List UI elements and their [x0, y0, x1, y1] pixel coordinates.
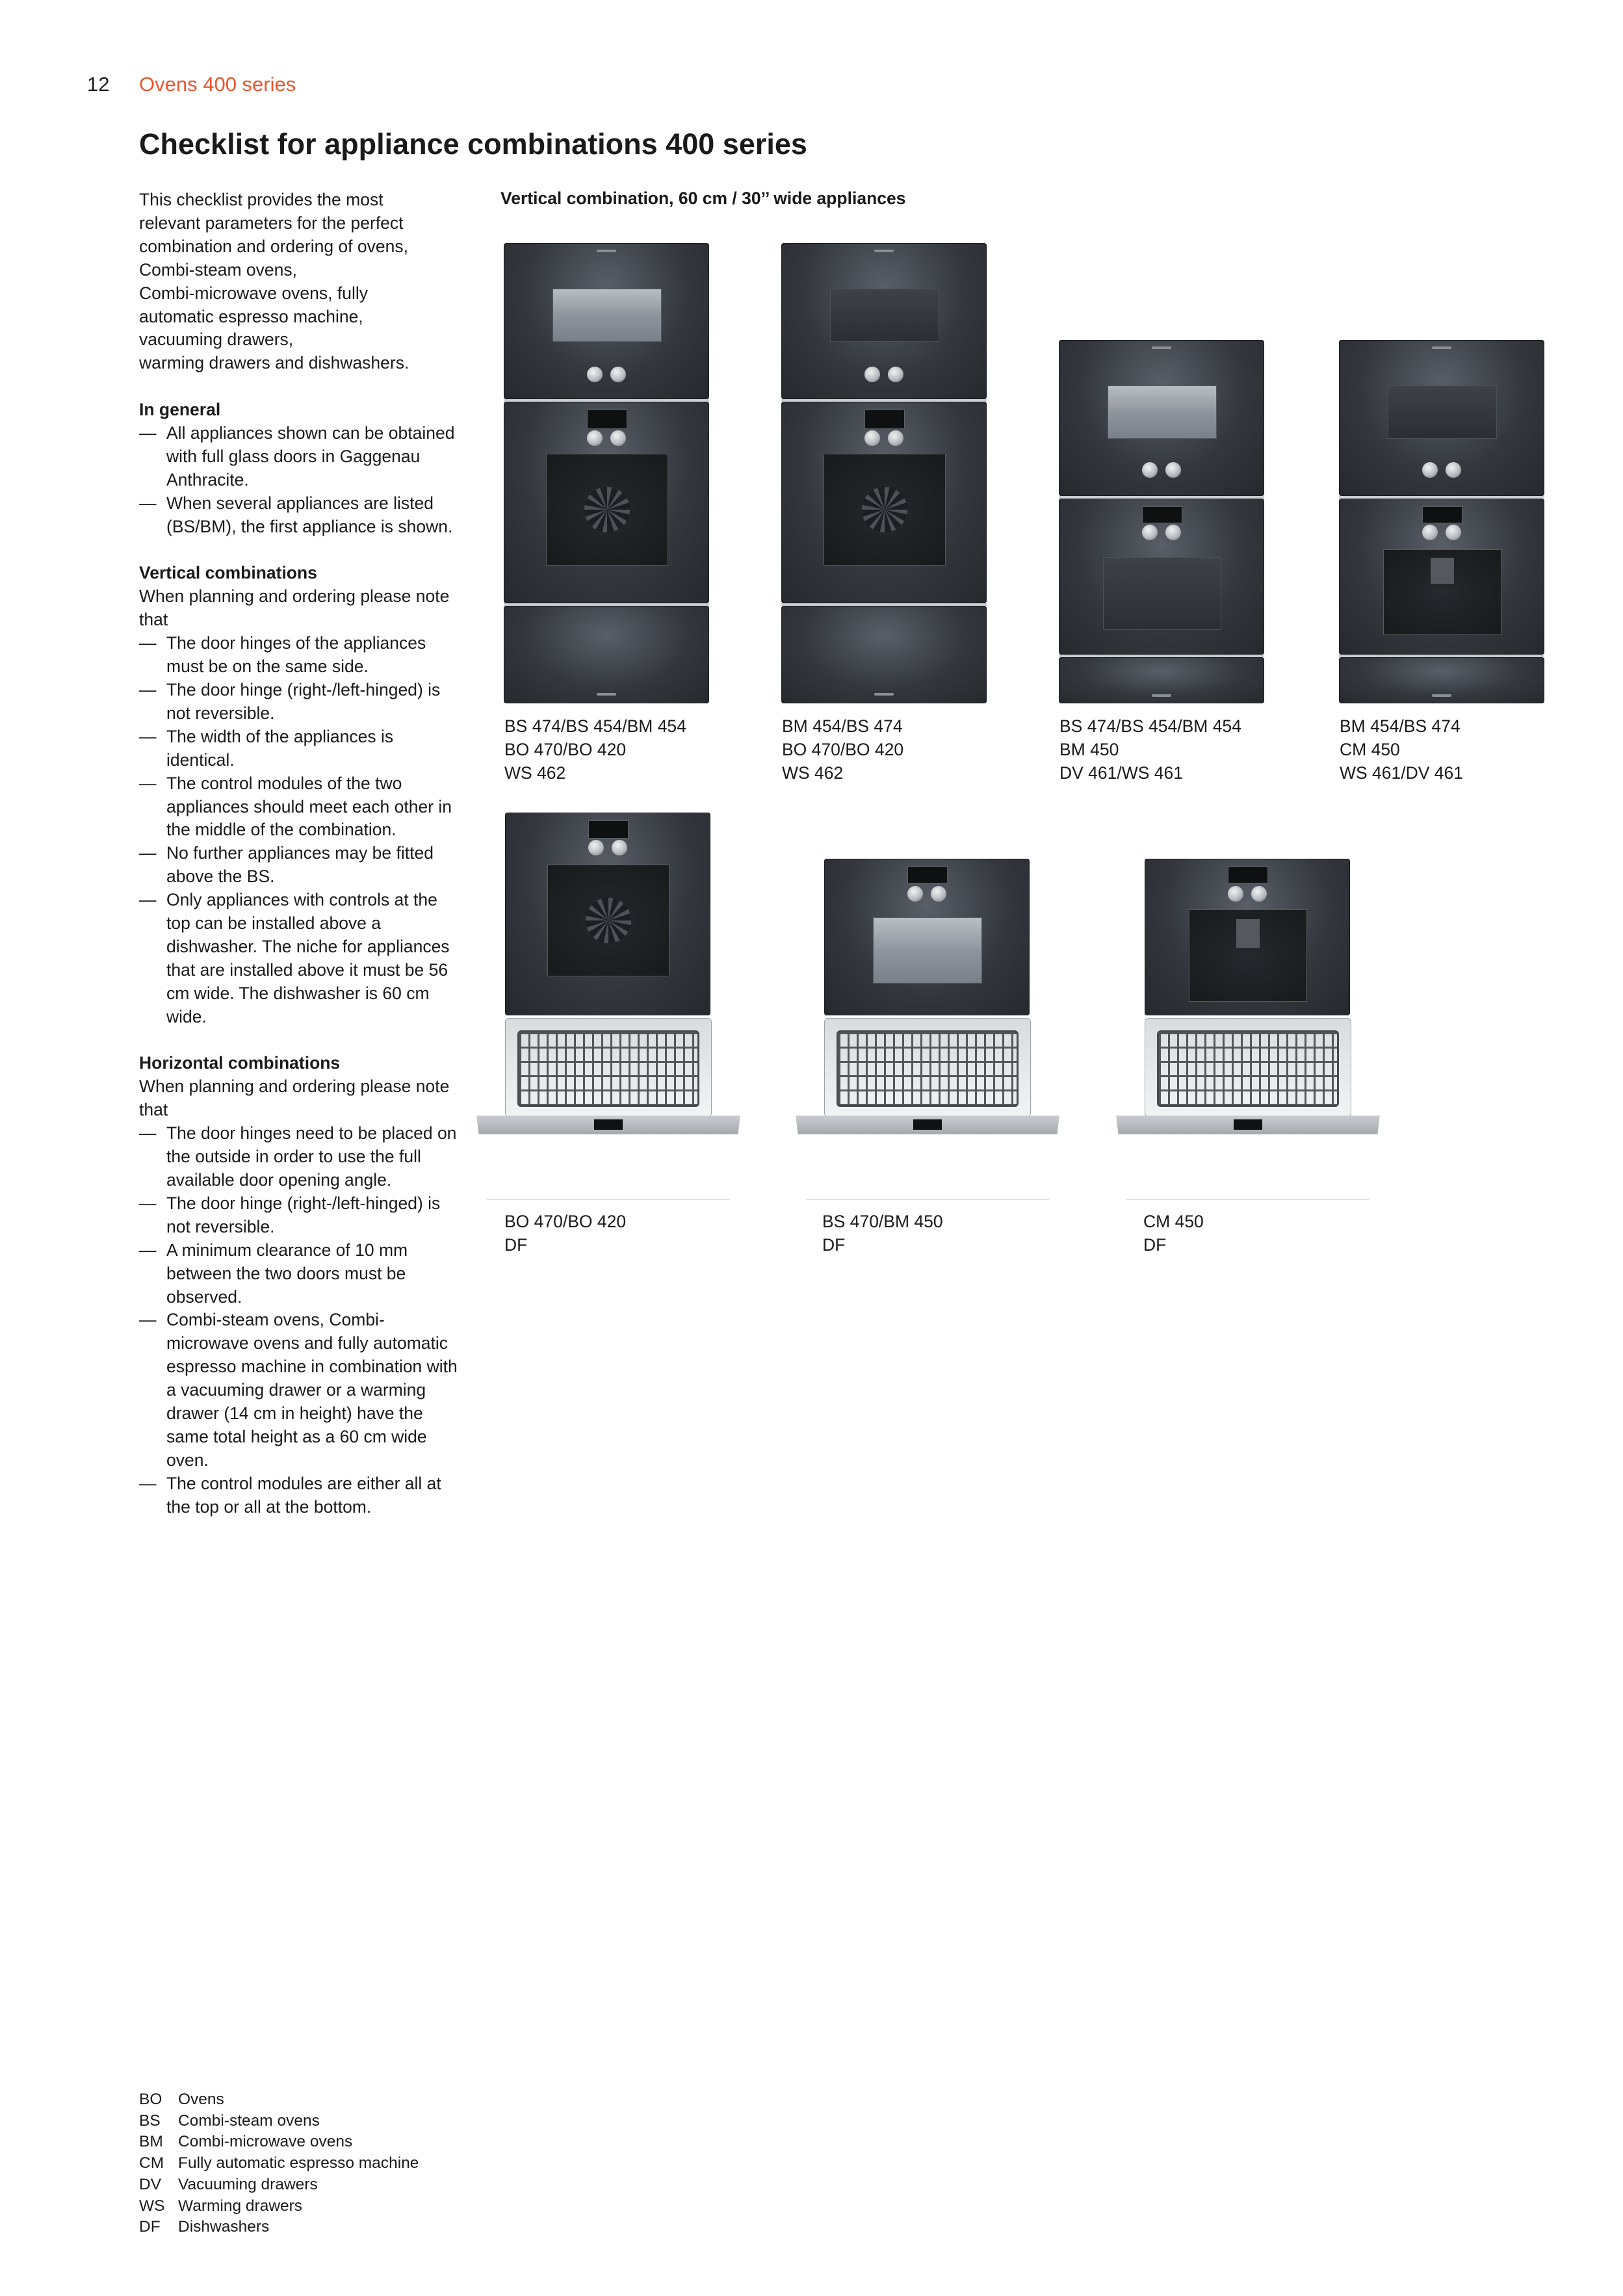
legend-row: [139, 2132, 419, 2153]
caption-line: BO 470/BO 420: [504, 739, 627, 759]
legend-text: Combi-steam ovens: [178, 2111, 320, 2130]
microwave-window: [830, 289, 939, 342]
brand-logo: [1152, 346, 1171, 349]
intro-line: warming drawers and dishwashers.: [139, 353, 409, 373]
control-knob-icon: [1422, 525, 1438, 540]
horizontal-heading: Horizontal combinations: [139, 1053, 341, 1073]
horizontal-section: [139, 1052, 458, 1519]
list-item: — No further appliances may be fitted above the BS.: [139, 842, 458, 889]
dishwasher-display: [594, 1119, 623, 1130]
dishwasher-display: [913, 1119, 942, 1130]
oven-cavity: [546, 454, 668, 566]
espresso-machine-illustration: [1145, 859, 1350, 1015]
control-knob-icon: [587, 367, 603, 382]
intro-line: automatic espresso machine,: [139, 306, 363, 326]
control-knob-icon: [610, 367, 626, 382]
brand-logo: [1152, 694, 1171, 697]
caption-line: BS 474/BS 454/BM 454: [1059, 716, 1241, 736]
page-title: Checklist for appliance combinations 400 series: [139, 127, 807, 161]
combo-caption-5: [504, 1210, 626, 1257]
steam-cavity-window: [1108, 385, 1217, 439]
general-heading: In general: [139, 400, 221, 420]
control-knob-icon: [587, 430, 603, 446]
legend-abbr: WS: [139, 2197, 165, 2215]
intro-paragraph: [139, 189, 458, 375]
combo-caption-4: [1340, 715, 1463, 785]
intro-line: Combi-microwave ovens, fully: [139, 283, 368, 303]
control-knob-icon: [1251, 886, 1267, 902]
legend-abbr: CM: [139, 2154, 164, 2172]
steam-cavity-window: [552, 289, 662, 342]
coffee-spout-icon: [1236, 919, 1260, 948]
rack-wires: [1157, 1030, 1339, 1107]
dishwasher-door-illustration: [476, 1115, 740, 1200]
caption-line: WS 461/DV 461: [1340, 763, 1464, 783]
caption-line: BS 470/BM 450: [822, 1212, 943, 1231]
espresso-niche: [1383, 549, 1501, 635]
control-knob-icon: [1165, 462, 1181, 478]
dishwasher-control-strip: [477, 1116, 740, 1134]
dishwasher-display: [1234, 1119, 1262, 1130]
legend-text: Fully automatic espresso machine: [178, 2154, 419, 2172]
combo-caption-1: [504, 715, 686, 785]
oven-cavity: [547, 865, 669, 976]
intro-line: vacuuming drawers,: [139, 330, 294, 350]
fan-icon: [586, 898, 631, 943]
legend-text: Warming drawers: [178, 2197, 303, 2215]
page-number: 12: [87, 73, 110, 96]
control-knob-icon: [888, 367, 903, 382]
control-knob-icon: [610, 430, 626, 446]
combo-caption-2: [782, 715, 903, 785]
brand-logo: [874, 693, 894, 696]
diagram-heading: Vertical combination, 60 cm / 30’’ wide appliances: [500, 189, 906, 208]
legend-abbr: DV: [139, 2175, 162, 2193]
legend-text: Ovens: [178, 2091, 224, 2108]
legend-text: Vacuuming drawers: [178, 2175, 318, 2193]
steam-oven-illustration: [1059, 340, 1264, 496]
caption-line: BM 450: [1059, 739, 1119, 759]
legend-row: [139, 2174, 419, 2196]
caption-line: BO 470/BO 420: [504, 1212, 627, 1231]
microwave-oven-illustration: [1339, 340, 1544, 496]
legend-abbr: DF: [139, 2218, 161, 2236]
legend-row: [139, 2111, 419, 2132]
caption-line: DV 461/WS 461: [1059, 763, 1184, 783]
control-knob-icon: [931, 886, 946, 902]
caption-line: BM 454/BS 474: [1340, 716, 1461, 736]
oven-illustration: [504, 402, 709, 603]
control-knob-icon: [1142, 525, 1158, 540]
microwave-window: [1388, 385, 1497, 439]
vacuuming-drawer-illustration: [1059, 657, 1264, 703]
control-display: [864, 410, 905, 429]
general-section: [139, 398, 458, 538]
control-display: [907, 867, 948, 883]
combo-caption-7: [1143, 1210, 1204, 1257]
microwave-oven-illustration: [781, 243, 987, 399]
control-knob-icon: [907, 886, 923, 902]
brand-logo: [1432, 694, 1451, 697]
control-knob-icon: [1165, 525, 1181, 540]
list-item: — The control modules of the two appliances should meet each other in the middle of the combination.: [139, 772, 458, 842]
oven-cavity: [824, 454, 946, 566]
brand-logo: [1432, 346, 1451, 349]
control-knob-icon: [888, 430, 903, 446]
dishwasher-rack-illustration: [1145, 1018, 1351, 1117]
control-knob-icon: [1422, 462, 1438, 478]
brand-logo: [874, 250, 894, 252]
warming-drawer-illustration: [504, 606, 709, 703]
legend-abbr: BO: [139, 2091, 162, 2108]
text-column: [139, 189, 458, 1519]
legend-row: [139, 2153, 419, 2174]
intro-line: This checklist provides the most: [139, 190, 383, 209]
fan-icon: [584, 487, 630, 532]
rack-wires: [837, 1030, 1019, 1107]
list-item: — The door hinge (right-/left-hinged) is not reversible.: [139, 679, 458, 725]
control-display: [1142, 506, 1182, 523]
control-display: [587, 410, 627, 429]
vertical-section: [139, 562, 458, 1028]
control-knob-icon: [1446, 525, 1461, 540]
control-knob-icon: [612, 840, 627, 855]
caption-line: WS 462: [504, 763, 566, 783]
section-label: Ovens 400 series: [139, 73, 296, 96]
list-item: — When several appliances are listed (BS/BM), the first appliance is shown.: [139, 492, 458, 539]
brand-logo: [597, 250, 616, 252]
rack-wires: [517, 1030, 699, 1107]
warming-drawer-illustration: [1339, 657, 1544, 703]
horizontal-list: [139, 1122, 458, 1519]
intro-line: Combi-steam ovens,: [139, 259, 298, 280]
vertical-lead: When planning and ordering please note that: [139, 586, 450, 630]
list-item: — Combi-steam ovens, Combi-microwave ovens and fully automatic espresso machine in combination with a vacuuming drawer or a warming drawer (14 cm in height) have the same total height as a 60 cm wide oven.: [139, 1309, 458, 1472]
steam-oven-illustration: [504, 243, 709, 399]
control-knob-icon: [588, 840, 604, 855]
legend-row: [139, 2196, 419, 2217]
control-knob-icon: [864, 367, 880, 382]
intro-line: relevant parameters for the perfect: [139, 213, 404, 233]
control-display: [1422, 506, 1462, 523]
list-item: — The door hinge (right-/left-hinged) is not reversible.: [139, 1192, 458, 1239]
legend-text: Dishwashers: [178, 2218, 270, 2236]
caption-line: BO 470/BO 420: [782, 739, 904, 759]
steam-oven-illustration: [824, 859, 1030, 1015]
caption-line: DF: [504, 1234, 528, 1255]
control-knob-icon: [1446, 462, 1461, 478]
dishwasher-control-strip: [1117, 1116, 1379, 1134]
abbreviation-legend: [139, 2089, 419, 2238]
general-list: [139, 422, 458, 539]
caption-line: DF: [822, 1234, 846, 1255]
caption-line: CM 450: [1340, 739, 1400, 759]
legend-text: Combi-microwave ovens: [178, 2133, 353, 2151]
espresso-niche: [1189, 909, 1307, 1002]
dishwasher-rack-illustration: [824, 1018, 1031, 1117]
microwave-oven-illustration: [1059, 499, 1264, 655]
list-item: — The width of the appliances is identical.: [139, 725, 458, 772]
caption-line: BM 454/BS 474: [782, 716, 903, 736]
fan-icon: [862, 487, 907, 532]
vertical-list: [139, 632, 458, 1028]
control-display: [1228, 867, 1268, 883]
control-knob-icon: [1228, 886, 1243, 902]
list-item: — All appliances shown can be obtained with full glass doors in Gaggenau Anthracite.: [139, 422, 458, 492]
warming-drawer-illustration: [781, 606, 987, 703]
caption-line: DF: [1143, 1234, 1167, 1255]
dishwasher-rack-illustration: [505, 1018, 712, 1117]
control-knob-icon: [1142, 462, 1158, 478]
legend-abbr: BM: [139, 2133, 163, 2151]
dishwasher-door-illustration: [796, 1115, 1059, 1200]
horizontal-lead: When planning and ordering please note that: [139, 1076, 450, 1120]
brand-logo: [597, 693, 616, 696]
list-item: — A minimum clearance of 10 mm between the two doors must be observed.: [139, 1239, 458, 1309]
list-item: — Only appliances with controls at the top can be installed above a dishwasher. The niche for appliances that are installed above it must be 56 cm wide. The dishwasher is 60 cm wide.: [139, 889, 458, 1028]
list-item: — The door hinges of the appliances must be on the same side.: [139, 632, 458, 679]
list-item: — The control modules are either all at the top or all at the bottom.: [139, 1472, 458, 1519]
dishwasher-control-strip: [796, 1116, 1059, 1134]
coffee-spout-icon: [1431, 558, 1454, 584]
steam-cavity-window: [873, 917, 982, 984]
combo-caption-3: [1059, 715, 1241, 785]
espresso-machine-illustration: [1339, 499, 1544, 655]
microwave-window: [1103, 557, 1221, 630]
caption-line: WS 462: [782, 763, 844, 783]
legend-row: [139, 2217, 419, 2238]
list-item: — The door hinges need to be placed on the outside in order to use the full available door opening angle.: [139, 1122, 458, 1192]
caption-line: CM 450: [1143, 1212, 1204, 1231]
dishwasher-door-illustration: [1116, 1115, 1380, 1200]
control-knob-icon: [864, 430, 880, 446]
caption-line: BS 474/BS 454/BM 454: [504, 716, 686, 736]
vertical-heading: Vertical combinations: [139, 563, 317, 583]
oven-illustration: [505, 813, 710, 1015]
legend-abbr: BS: [139, 2111, 161, 2130]
intro-line: combination and ordering of ovens,: [139, 236, 408, 256]
combo-caption-6: [822, 1210, 943, 1257]
legend-row: [139, 2089, 419, 2111]
oven-illustration: [781, 402, 987, 603]
control-display: [588, 820, 629, 839]
